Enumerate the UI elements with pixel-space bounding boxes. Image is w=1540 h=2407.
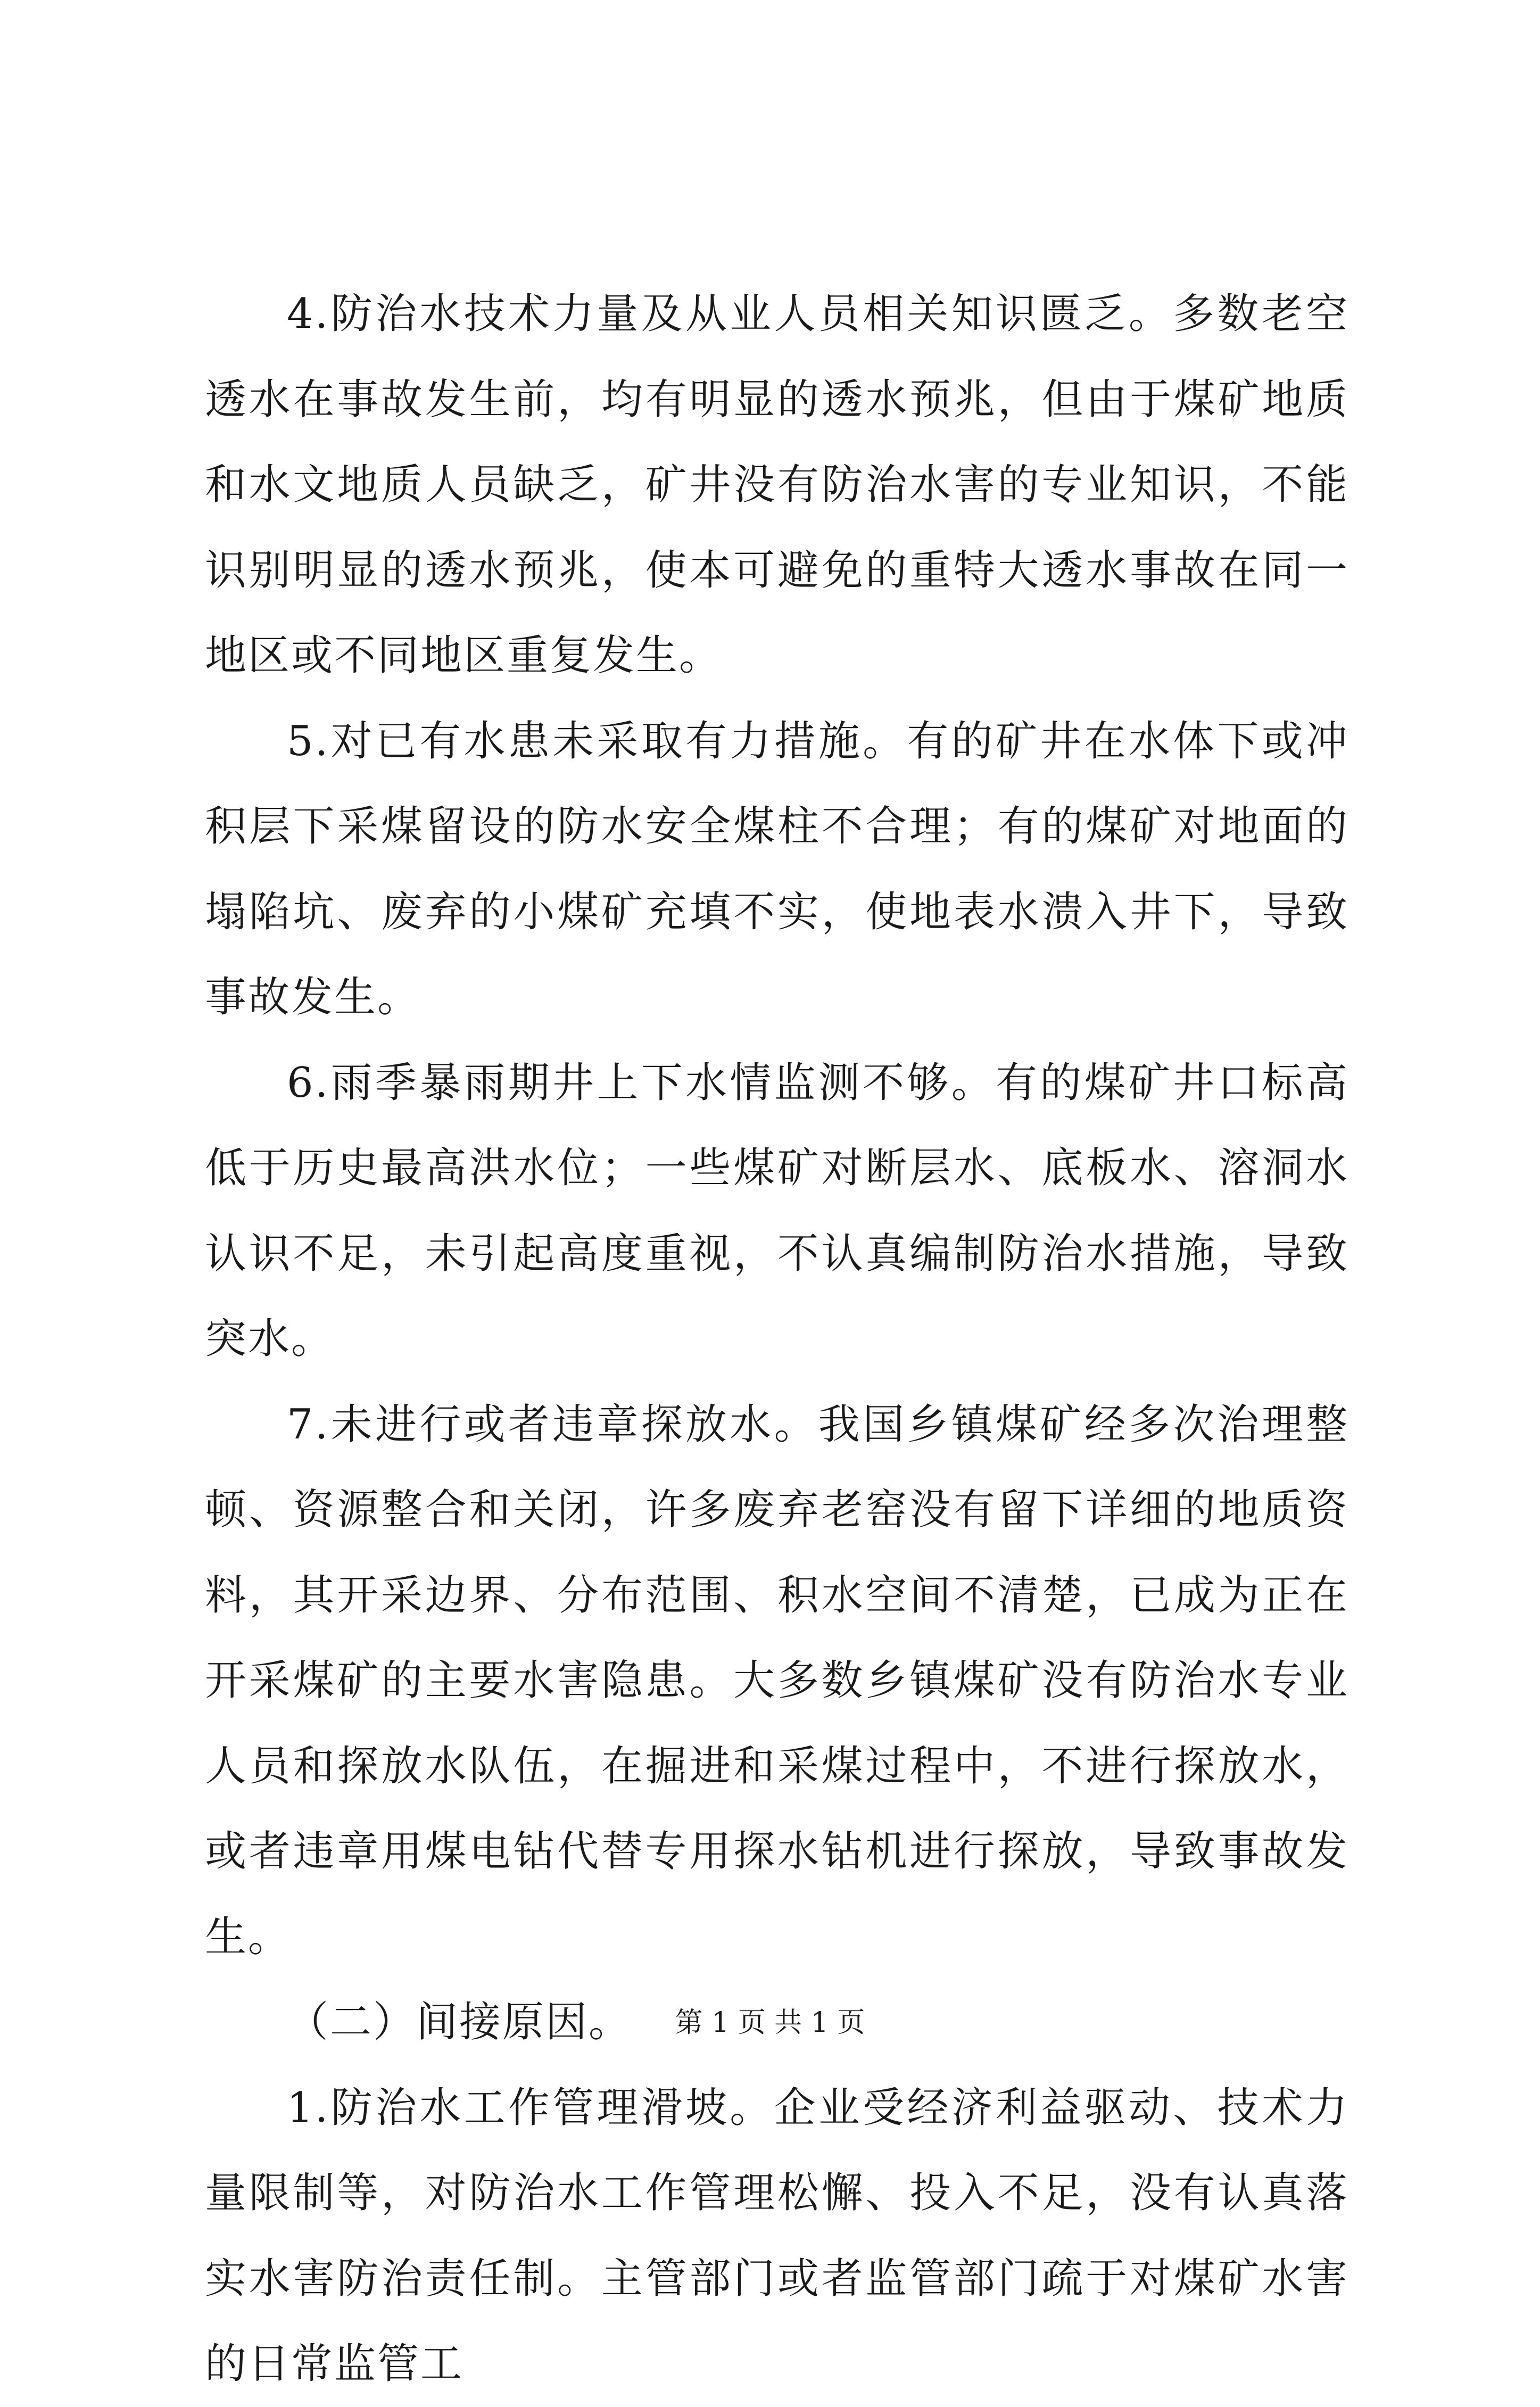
- paragraph-item-7: 7.未进行或者违章探放水。我国乡镇煤矿经多次治理整顿、资源整合和关闭，许多废弃老窑没有留下详细的地质资料，其开采边界、分布范围、积水空间不清楚，已成为正在开采煤矿的主要水害隐患。大多数乡镇煤矿没有防治水专业人员和探放水队伍，在掘进和采煤过程中，不进行探放水，或者违章用煤电钻代替专用探水钻机进行探放，导致事故发生。: [205, 1400, 1349, 1961]
- section-heading-indirect-causes: （二）间接原因。: [287, 1998, 632, 2046]
- paragraph-item-4: 4.防治水技术力量及从业人员相关知识匮乏。多数老空透水在事故发生前，均有明显的透水预兆，但由于煤矿地质和水文地质人员缺乏，矿井没有防治水害的专业知识，不能识别明显的透水预兆，使本可避免的重特大透水事故在同一地区或不同地区重复发生。: [205, 290, 1349, 680]
- paragraph-item-1: 1.防治水工作管理滑坡。企业受经济利益驱动、技术力量限制等，对防治水工作管理松懈、投入不足，没有认真落实水害防治责任制。主管部门或者监管部门疏于对煤矿水害的日常监管工: [205, 2083, 1349, 2388]
- document-body: [205, 271, 1349, 2407]
- page-footer: 第 1 页 共 1 页: [675, 2007, 865, 2039]
- paragraph-item-5: 5.对已有水患未采取有力措施。有的矿井在水体下或冲积层下采煤留设的防水安全煤柱不合理；有的煤矿对地面的塌陷坑、废弃的小煤矿充填不实，使地表水溃入井下，导致事故发生。: [205, 717, 1349, 1021]
- paragraph-item-6: 6.雨季暴雨期井上下水情监测不够。有的煤矿井口标高低于历史最高洪水位；一些煤矿对断层水、底板水、溶洞水认识不足，未引起高度重视，不认真编制防治水措施，导致突水。: [205, 1058, 1349, 1363]
